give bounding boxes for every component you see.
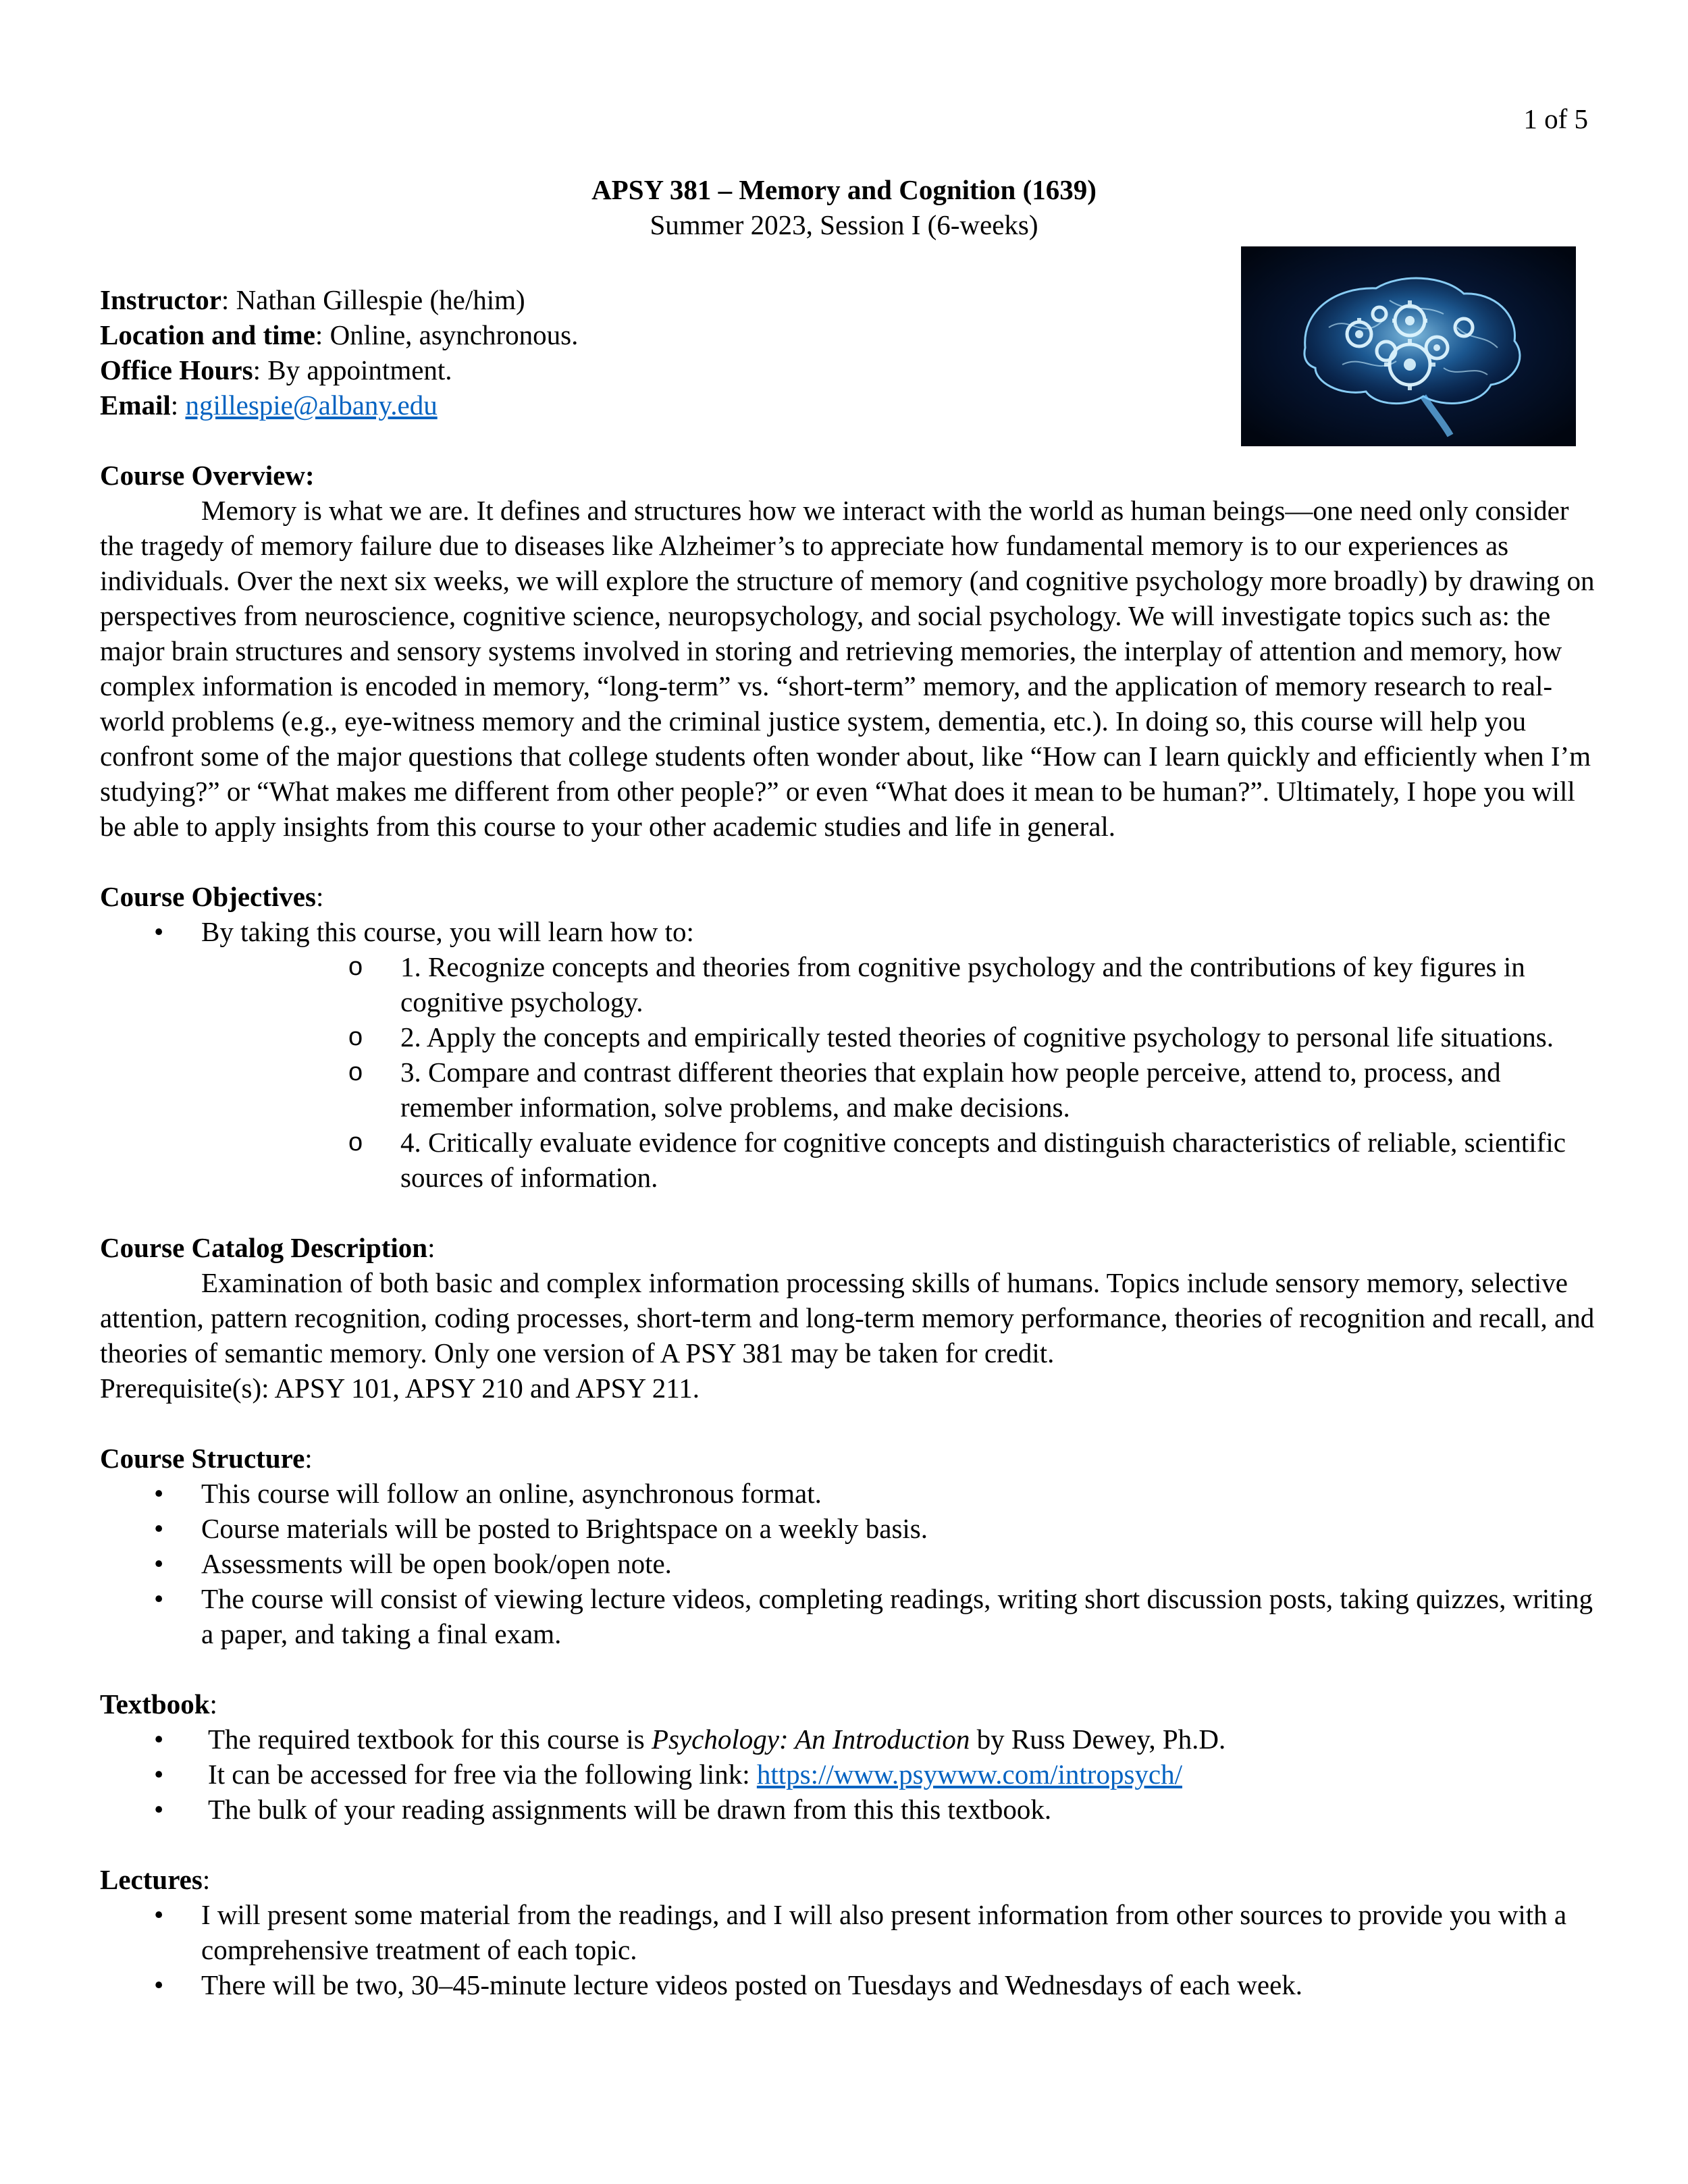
structure-item: • Assessments will be open book/open note.: [100, 1546, 1599, 1581]
location-value: Online, asynchronous.: [329, 319, 579, 350]
textbook-item: • The bulk of your reading assignments will be drawn from this this textbook.: [100, 1792, 1599, 1827]
lectures-heading: Lectures:: [100, 1864, 211, 1895]
objectives-intro: • By taking this course, you will learn how to: o 1. Recognize concepts and theories from cognitive psychology and the contributions of key figures in cognitive psychology. o 2. Apply the concepts and empirically tested theories of cognitive psychology to personal life situations. o 3. Compare and contrast different theories that explain how people perceive, attend to, process, and remember information, solve problems, and make decisions. o 4. Critically evaluate evidence for cognitive concepts and distinguish characteristics of reliable, scientific sources of information.: [100, 914, 1599, 1195]
textbook-link[interactable]: https://www.psywww.com/intropsych/: [756, 1759, 1182, 1790]
lectures-item: • There will be two, 30–45-minute lecture videos posted on Tuesdays and Wednesdays of each week.: [100, 1967, 1599, 2002]
catalog-heading: Course Catalog Description:: [100, 1232, 436, 1263]
instructor-line: Instructor: Nathan Gillespie (he/him): [100, 284, 525, 315]
objective-item: o 3. Compare and contrast different theories that explain how people perceive, attend to, process, and remember information, solve problems, and make decisions.: [201, 1055, 1599, 1125]
overview-text: Memory is what we are. It defines and structures how we interact with the world as human beings—one need only consider the tragedy of memory failure due to diseases like Alzheimer’s to appreciate how fundamental memory is to our experiences as individuals. Over the next six weeks, we will explore the structure of memory (and cognitive psychology more broadly) by drawing on perspectives from neuroscience, cognitive science, neuropsychology, and social psychology. We will investigate topics such as: the major brain structures and sensory systems involved in storing and retrieving memories, the interplay of attention and memory, how complex information is encoded in memory, “long-term” vs. “short-term” memory, and the application of memory research to real-world problems (e.g., eye-witness memory and the criminal justice system, dementia, etc.). In doing so, this course will help you confront some of the major questions that college students often wonder about, like “How can I learn quickly and efficiently when I’m studying?” or “What makes me different from other people?” or even “What does it mean to be human?”. Ultimately, I hope you will be able to apply insights from this course to your other academic studies and life in general.: [100, 495, 1595, 842]
email-link[interactable]: ngillespie@albany.edu: [185, 390, 438, 421]
structure-item: • Course materials will be posted to Brightspace on a weekly basis.: [100, 1511, 1599, 1546]
textbook-item: • The required textbook for this course is Psychology: An Introduction by Russ Dewey, Ph.D.: [100, 1722, 1599, 1757]
catalog-text: Examination of both basic and complex information processing skills of humans. Topics include sensory memory, selective attention, pattern recognition, coding processes, short-term and long-term memory performance, theories of recognition and recall, and theories of semantic memory. Only one version of A PSY 381 may be taken for credit.: [100, 1267, 1595, 1368]
objective-item: o 1. Recognize concepts and theories from cognitive psychology and the contributions of key figures in cognitive psychology.: [201, 949, 1599, 1019]
location-line: Location and time: Online, asynchronous.: [100, 319, 579, 350]
instructor-label: Instructor: [100, 284, 221, 315]
instructor-value: Nathan Gillespie (he/him): [236, 284, 525, 315]
objective-item: o 4. Critically evaluate evidence for cognitive concepts and distinguish characteristics of reliable, scientific sources of information.: [201, 1125, 1599, 1195]
objectives-heading: Course Objectives:: [100, 881, 324, 912]
lectures-item: • I will present some material from the readings, and I will also present information from other sources to provide you with a comprehensive treatment of each topic.: [100, 1897, 1599, 1967]
structure-heading: Course Structure:: [100, 1443, 313, 1474]
course-title: APSY 381 – Memory and Cognition (1639): [591, 174, 1097, 205]
structure-item: • This course will follow an online, asynchronous format.: [100, 1476, 1599, 1511]
page-number: 1 of 5: [1523, 103, 1588, 134]
structure-item: • The course will consist of viewing lecture videos, completing readings, writing short discussion posts, taking quizzes, writing a paper, and taking a final exam.: [100, 1581, 1599, 1651]
email-label: Email: [100, 390, 171, 421]
textbook-item: • It can be accessed for free via the following link: https://www.psywww.com/intropsych/: [100, 1757, 1599, 1792]
office-hours-label: Office Hours: [100, 354, 253, 385]
course-subtitle: Summer 2023, Session I (6-weeks): [650, 209, 1038, 240]
office-hours-value: By appointment.: [267, 354, 452, 385]
textbook-heading: Textbook:: [100, 1688, 217, 1720]
overview-heading: Course Overview:: [100, 460, 315, 491]
location-label: Location and time: [100, 319, 315, 350]
textbook-title: Psychology: An Introduction: [651, 1724, 970, 1755]
email-line: Email: ngillespie@albany.edu: [100, 390, 438, 421]
office-hours-line: Office Hours: By appointment.: [100, 354, 452, 385]
catalog-prereq: Prerequisite(s): APSY 101, APSY 210 and APSY 211.: [100, 1373, 700, 1404]
objective-item: o 2. Apply the concepts and empirically tested theories of cognitive psychology to personal life situations.: [201, 1019, 1599, 1055]
